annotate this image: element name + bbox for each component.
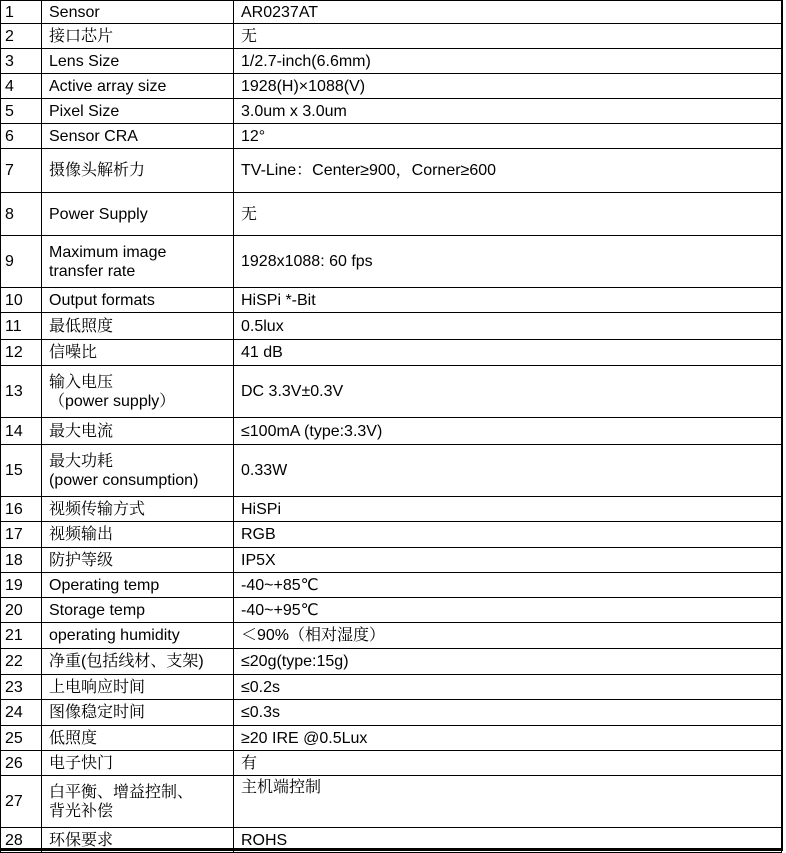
parameter-value: DC 3.3V±0.3V (234, 366, 782, 418)
parameter-name: 环保要求 (42, 828, 234, 853)
parameter-value: ROHS (234, 828, 782, 853)
parameter-name: Sensor CRA (42, 124, 234, 149)
row-number: 1 (1, 1, 42, 24)
table-row (1, 24, 782, 49)
table-row (1, 1, 782, 24)
parameter-name: Lens Size (42, 49, 234, 74)
table-row (1, 340, 782, 366)
table-row (1, 623, 782, 649)
parameter-value: HiSPi (234, 497, 782, 522)
parameter-name: Active array size (42, 74, 234, 99)
row-number: 4 (1, 74, 42, 99)
parameter-name: 最低照度 (42, 313, 234, 340)
row-number: 6 (1, 124, 42, 149)
row-number: 24 (1, 700, 42, 726)
parameter-name: 白平衡、增益控制、 背光补偿 (42, 776, 234, 828)
table-row (1, 236, 782, 288)
parameter-value: 无 (234, 24, 782, 49)
table-row (1, 288, 782, 313)
row-number: 11 (1, 313, 42, 340)
table-row (1, 573, 782, 598)
row-number: 15 (1, 445, 42, 497)
parameter-name: Pixel Size (42, 99, 234, 124)
table-row (1, 366, 782, 418)
parameter-value: RGB (234, 522, 782, 548)
row-number: 26 (1, 751, 42, 776)
parameter-name: 最大电流 (42, 418, 234, 445)
parameter-name: 上电响应时间 (42, 675, 234, 700)
table-row (1, 445, 782, 497)
table-row (1, 313, 782, 340)
parameter-name: Output formats (42, 288, 234, 313)
spec-table-body (1, 1, 782, 853)
row-number: 7 (1, 149, 42, 193)
row-number: 20 (1, 598, 42, 623)
row-number: 10 (1, 288, 42, 313)
row-number: 13 (1, 366, 42, 418)
parameter-name: Operating temp (42, 573, 234, 598)
table-row (1, 497, 782, 522)
parameter-name: 信噪比 (42, 340, 234, 366)
parameter-name: 净重(包括线材、支架) (42, 649, 234, 675)
row-number: 17 (1, 522, 42, 548)
parameter-value: -40~+85℃ (234, 573, 782, 598)
parameter-name: 输入电压 （power supply） (42, 366, 234, 418)
parameter-value: 0.5lux (234, 313, 782, 340)
parameter-name: Maximum image transfer rate (42, 236, 234, 288)
table-row (1, 418, 782, 445)
table-row (1, 675, 782, 700)
table-row (1, 776, 782, 828)
row-number: 28 (1, 828, 42, 853)
row-number: 2 (1, 24, 42, 49)
parameter-value: 无 (234, 193, 782, 236)
parameter-value: IP5X (234, 548, 782, 573)
table-right-edge (781, 0, 783, 850)
table-bottom-edge (0, 848, 783, 851)
table-row (1, 522, 782, 548)
parameter-name: Power Supply (42, 193, 234, 236)
row-number: 19 (1, 573, 42, 598)
parameter-value: 1/2.7-inch(6.6mm) (234, 49, 782, 74)
parameter-value: 12° (234, 124, 782, 149)
parameter-name: 电子快门 (42, 751, 234, 776)
parameter-value: ≤20g(type:15g) (234, 649, 782, 675)
parameter-name: 图像稳定时间 (42, 700, 234, 726)
row-number: 5 (1, 99, 42, 124)
parameter-name: 视频传输方式 (42, 497, 234, 522)
parameter-value: ≥20 IRE @0.5Lux (234, 726, 782, 751)
row-number: 8 (1, 193, 42, 236)
table-row (1, 751, 782, 776)
table-row (1, 700, 782, 726)
row-number: 3 (1, 49, 42, 74)
row-number: 21 (1, 623, 42, 649)
parameter-name: 视频输出 (42, 522, 234, 548)
parameter-name: Sensor (42, 1, 234, 24)
parameter-name: 最大功耗 (power consumption) (42, 445, 234, 497)
table-row (1, 149, 782, 193)
row-number: 27 (1, 776, 42, 828)
parameter-value: 41 dB (234, 340, 782, 366)
parameter-name: 防护等级 (42, 548, 234, 573)
parameter-value: 1928(H)×1088(V) (234, 74, 782, 99)
table-row (1, 193, 782, 236)
parameter-value: ＜90%（相对湿度） (234, 623, 782, 649)
row-number: 25 (1, 726, 42, 751)
row-number: 16 (1, 497, 42, 522)
parameter-value: 有 (234, 751, 782, 776)
row-number: 9 (1, 236, 42, 288)
table-row (1, 649, 782, 675)
parameter-value: -40~+95℃ (234, 598, 782, 623)
parameter-name: 接口芯片 (42, 24, 234, 49)
row-number: 18 (1, 548, 42, 573)
row-number: 22 (1, 649, 42, 675)
parameter-value: 0.33W (234, 445, 782, 497)
parameter-value: 主机端控制 (234, 776, 782, 828)
row-number: 12 (1, 340, 42, 366)
parameter-value: AR0237AT (234, 1, 782, 24)
parameter-name: 低照度 (42, 726, 234, 751)
parameter-value: ≤0.3s (234, 700, 782, 726)
parameter-value: HiSPi *-Bit (234, 288, 782, 313)
parameter-value: 3.0um x 3.0um (234, 99, 782, 124)
parameter-value: TV-Line：Center≥900，Corner≥600 (234, 149, 782, 193)
parameter-value: 1928x1088: 60 fps (234, 236, 782, 288)
parameter-name: 摄像头解析力 (42, 149, 234, 193)
row-number: 14 (1, 418, 42, 445)
table-row (1, 548, 782, 573)
table-row (1, 49, 782, 74)
table-row (1, 74, 782, 99)
table-row (1, 124, 782, 149)
table-row (1, 598, 782, 623)
row-number: 23 (1, 675, 42, 700)
parameter-value: ≤100mA (type:3.3V) (234, 418, 782, 445)
table-row (1, 726, 782, 751)
parameter-value: ≤0.2s (234, 675, 782, 700)
parameter-name: operating humidity (42, 623, 234, 649)
table-row (1, 99, 782, 124)
parameter-name: Storage temp (42, 598, 234, 623)
